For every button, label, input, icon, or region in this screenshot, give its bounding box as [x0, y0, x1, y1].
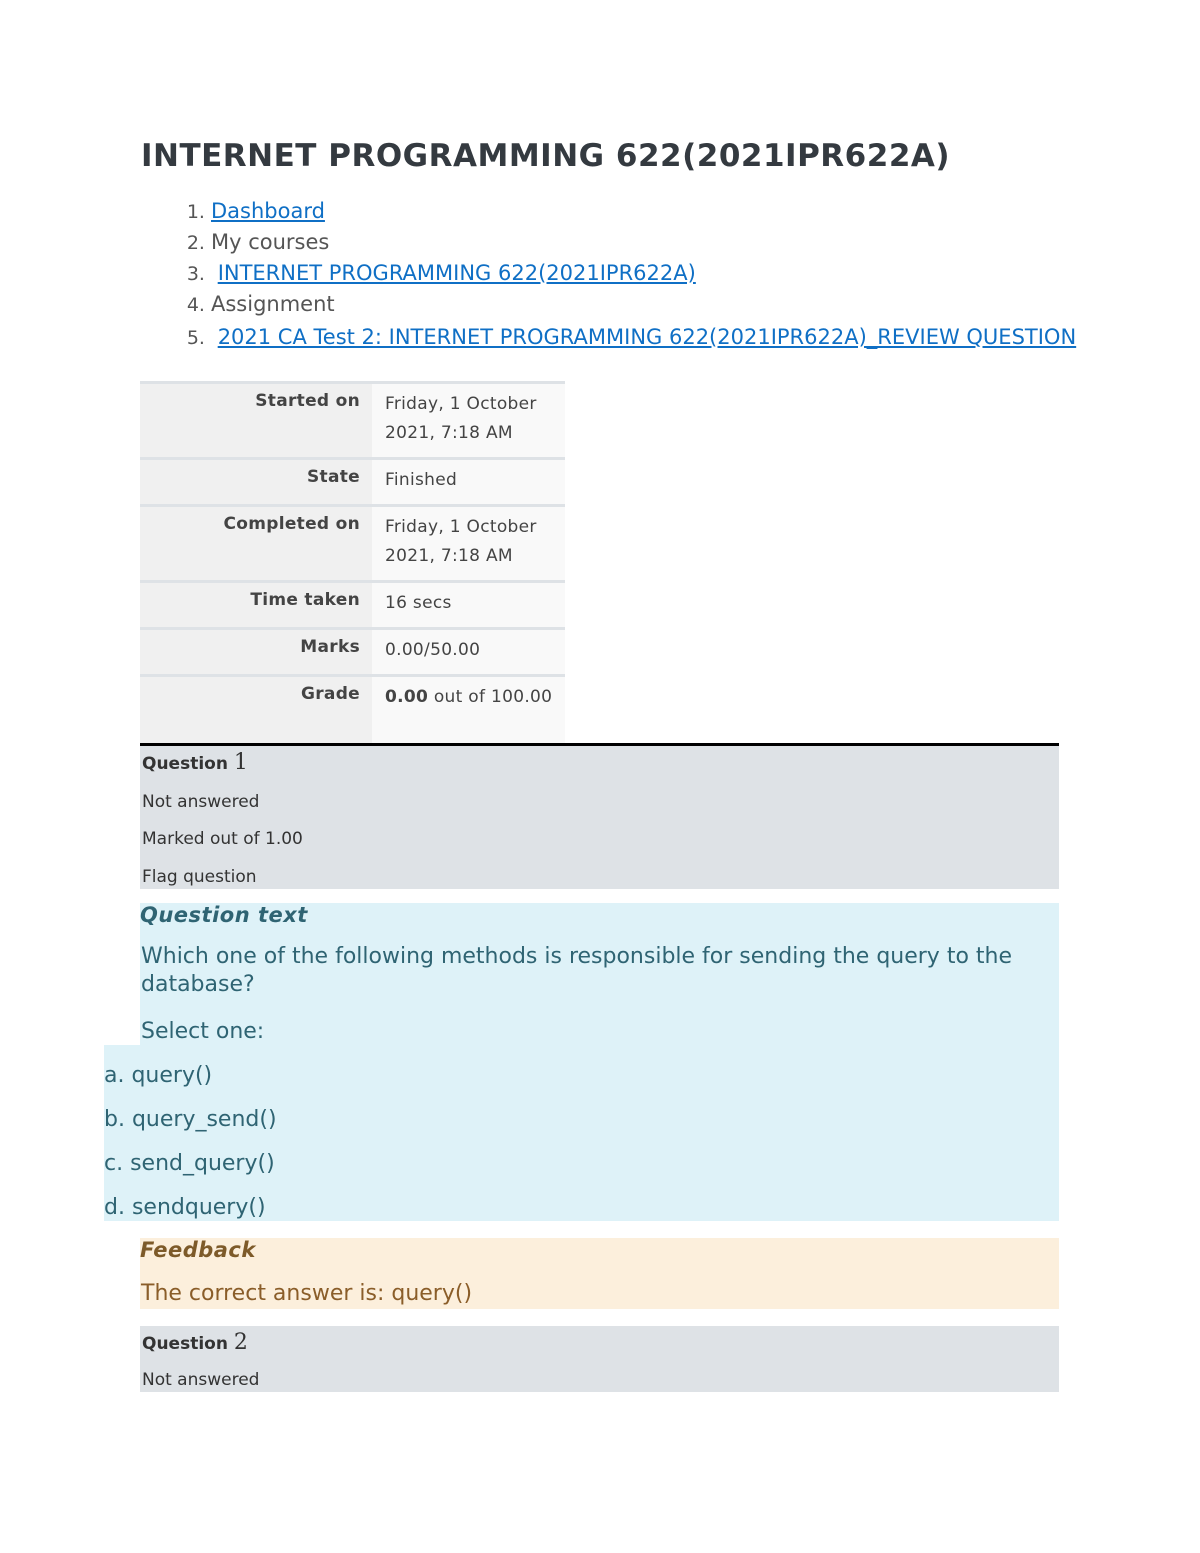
breadcrumb-item-assignment: [211, 289, 1111, 320]
feedback-panel: [140, 1238, 1059, 1309]
breadcrumb-text-my-courses: My courses: [211, 230, 330, 254]
feedback-heading: Feedback: [140, 1238, 256, 1262]
summary-row-state: [140, 459, 565, 506]
question-1-info: [140, 743, 1059, 889]
question-1-status: Not answered: [142, 792, 260, 812]
marks-value: 0.00/50.00: [372, 629, 565, 676]
summary-row-marks: [140, 629, 565, 676]
breadcrumb: [141, 196, 1111, 351]
breadcrumb-link-dashboard[interactable]: Dashboard: [211, 199, 325, 223]
breadcrumb-text-assignment: Assignment: [211, 292, 335, 316]
answer-option-b[interactable]: b. query_send(): [104, 1107, 277, 1132]
feedback-correct-answer: The correct answer is: query(): [141, 1281, 473, 1306]
answer-option-c[interactable]: c. send_query(): [104, 1151, 275, 1176]
breadcrumb-item-my-courses: [211, 227, 1111, 258]
question-2-number: [142, 1330, 248, 1355]
grade-out-of: out of 100.00: [428, 687, 553, 707]
answer-option-d[interactable]: d. sendquery(): [104, 1195, 266, 1220]
page-title: INTERNET PROGRAMMING 622(2021IPR622A): [141, 138, 951, 174]
summary-row-started: [140, 383, 565, 459]
answer-options: [104, 1045, 1059, 1221]
select-one-prompt: Select one:: [141, 1019, 265, 1044]
flag-question-link[interactable]: Flag question: [142, 867, 257, 887]
summary-row-completed: [140, 506, 565, 582]
grade-label: Grade: [140, 676, 372, 753]
question-1-number: [142, 750, 248, 775]
question-1-label: Question: [142, 754, 228, 774]
summary-row-grade: [140, 676, 565, 753]
state-value: Finished: [372, 459, 565, 506]
question-1-num: 1: [233, 750, 248, 775]
grade-value: [372, 676, 565, 753]
time-taken-label: Time taken: [140, 582, 372, 629]
question-1-marked-out: Marked out of 1.00: [142, 829, 303, 849]
state-label: State: [140, 459, 372, 506]
started-label: Started on: [140, 383, 372, 459]
question-2-num: 2: [233, 1330, 248, 1355]
breadcrumb-link-course[interactable]: INTERNET PROGRAMMING 622(2021IPR622A): [217, 261, 696, 285]
question-1-text: Which one of the following methods is responsible for sending the query to the database?: [141, 944, 1012, 997]
marks-label: Marks: [140, 629, 372, 676]
time-taken-value: 16 secs: [372, 582, 565, 629]
attempt-summary-table: [140, 381, 565, 752]
breadcrumb-item-test: [211, 324, 1111, 351]
grade-score: 0.00: [385, 687, 429, 707]
started-value: Friday, 1 October 2021, 7:18 AM: [372, 383, 565, 459]
completed-label: Completed on: [140, 506, 372, 582]
question-text-heading: Question text: [140, 903, 308, 927]
question-2-info: [140, 1326, 1059, 1392]
question-2-status: Not answered: [142, 1370, 260, 1390]
breadcrumb-link-test[interactable]: 2021 CA Test 2: INTERNET PROGRAMMING 622(2021IPR622A)_REVIEW QUESTION: [217, 325, 1077, 349]
breadcrumb-item-course: [211, 258, 1111, 289]
answer-option-a[interactable]: a. query(): [104, 1063, 213, 1088]
question-2-label: Question: [142, 1334, 228, 1354]
summary-row-time: [140, 582, 565, 629]
breadcrumb-item-dashboard: [211, 196, 1111, 227]
completed-value: Friday, 1 October 2021, 7:18 AM: [372, 506, 565, 582]
